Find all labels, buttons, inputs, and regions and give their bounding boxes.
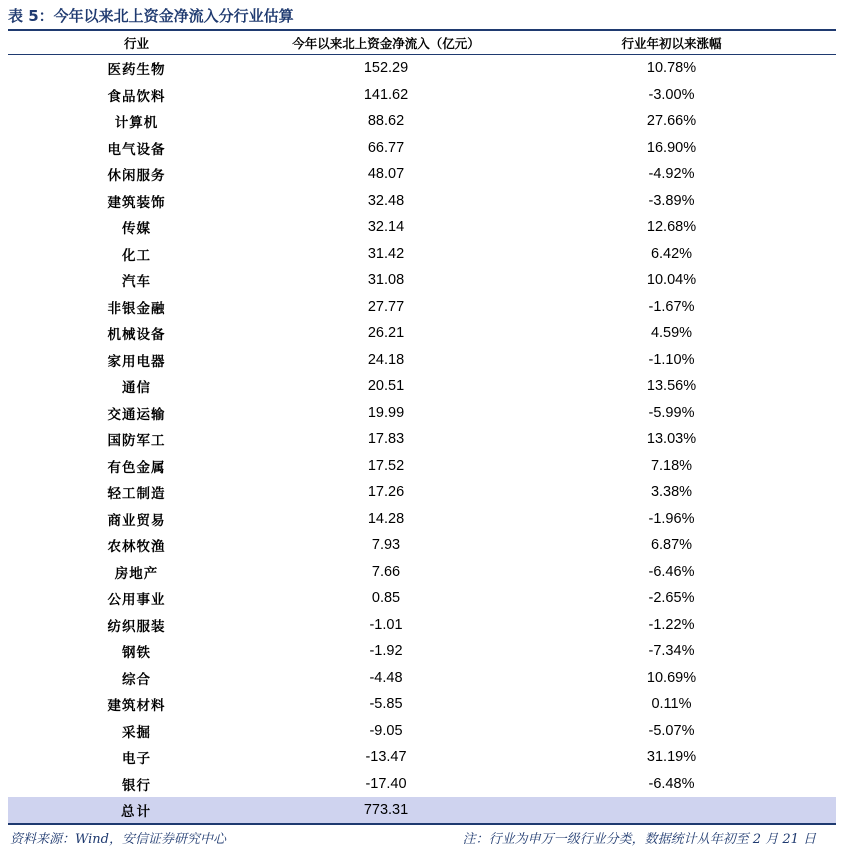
change-cell: 4.59% <box>650 325 693 342</box>
total-inflow: 773.31 <box>363 802 409 818</box>
inflow-cell: 7.66 <box>371 563 401 580</box>
change-cell: 0.11% <box>651 696 692 713</box>
table-row <box>8 108 836 135</box>
industry-cell: 电气设备 <box>107 141 166 158</box>
inflow-cell: -9.05 <box>369 722 403 739</box>
inflow-cell: 141.62 <box>363 86 409 103</box>
table-row <box>8 400 836 427</box>
inflow-cell: 66.77 <box>367 139 405 156</box>
inflow-cell: 88.62 <box>367 113 405 130</box>
industry-cell: 交通运输 <box>107 406 166 423</box>
inflow-cell: -1.92 <box>369 643 403 660</box>
industry-cell: 综合 <box>122 671 151 688</box>
industry-cell: 有色金属 <box>107 459 166 476</box>
change-cell: 16.90% <box>646 139 697 156</box>
industry-cell: 食品饮料 <box>107 88 166 105</box>
table-row <box>8 82 836 109</box>
industry-cell: 商业贸易 <box>107 512 166 529</box>
change-cell: 13.03% <box>646 431 697 448</box>
change-cell: 13.56% <box>646 378 697 395</box>
industry-cell: 传媒 <box>122 221 151 238</box>
inflow-cell: 31.42 <box>367 245 405 262</box>
table-row <box>8 188 836 215</box>
industry-cell: 非银金融 <box>107 300 166 317</box>
change-cell: -1.10% <box>648 351 695 368</box>
change-cell: -2.65% <box>648 590 695 607</box>
inflow-cell: -17.40 <box>365 775 407 792</box>
industry-cell: 采掘 <box>122 724 151 741</box>
industry-cell: 银行 <box>122 777 151 794</box>
table-row <box>8 771 836 798</box>
change-cell: 6.87% <box>650 537 693 554</box>
header-inflow: 今年以来北上资金净流入（亿元） <box>292 35 480 51</box>
industry-cell: 机械设备 <box>107 327 166 344</box>
table-row <box>8 426 836 453</box>
change-cell: 6.42% <box>650 245 693 262</box>
table-row <box>8 214 836 241</box>
table-row <box>8 294 836 321</box>
table-row <box>8 479 836 506</box>
table-row <box>8 241 836 268</box>
industry-cell: 医药生物 <box>107 62 166 79</box>
table-row <box>8 612 836 639</box>
change-cell: -7.34% <box>648 643 695 660</box>
industry-cell: 休闲服务 <box>107 168 166 185</box>
table-row <box>8 532 836 559</box>
change-cell: 3.38% <box>650 484 693 501</box>
table-row <box>8 320 836 347</box>
industry-cell: 建筑装饰 <box>107 194 166 211</box>
table-row <box>8 638 836 665</box>
table-row <box>8 161 836 188</box>
table-row <box>8 373 836 400</box>
inflow-cell: 152.29 <box>363 60 409 77</box>
inflow-cell: 32.14 <box>367 219 405 236</box>
table-title: 表 5：今年以来北上资金净流入分行业估算 <box>8 7 294 25</box>
industry-cell: 国防军工 <box>107 433 166 450</box>
inflow-cell: -13.47 <box>365 749 407 766</box>
table-row <box>8 506 836 533</box>
industry-cell: 建筑材料 <box>107 698 166 715</box>
change-cell: -4.92% <box>648 166 695 183</box>
inflow-cell: 19.99 <box>367 404 405 421</box>
source-note: 资料来源：Wind，安信证券研究中心 <box>10 832 226 847</box>
industry-cell: 轻工制造 <box>107 486 166 503</box>
inflow-cell: 0.85 <box>371 590 401 607</box>
inflow-cell: 48.07 <box>367 166 405 183</box>
inflow-cell: 26.21 <box>367 325 405 342</box>
table-row <box>8 718 836 745</box>
total-label: 总计 <box>121 804 152 820</box>
table-row <box>8 267 836 294</box>
industry-cell: 纺织服装 <box>107 618 166 635</box>
table-row <box>8 453 836 480</box>
inflow-cell: 17.26 <box>367 484 405 501</box>
change-cell: -6.48% <box>648 775 695 792</box>
table-row <box>8 135 836 162</box>
total-row <box>8 797 836 823</box>
table-row <box>8 691 836 718</box>
header-industry: 行业 <box>123 35 149 51</box>
inflow-cell: 17.83 <box>367 431 405 448</box>
table-row <box>8 347 836 374</box>
table-header <box>8 31 836 54</box>
table-row <box>8 559 836 586</box>
change-cell: -3.00% <box>648 86 695 103</box>
change-cell: 27.66% <box>646 113 697 130</box>
industry-cell: 房地产 <box>114 565 159 582</box>
industry-cell: 电子 <box>122 751 151 768</box>
inflow-cell: 14.28 <box>367 510 405 527</box>
inflow-cell: 7.93 <box>371 537 401 554</box>
change-cell: -3.89% <box>648 192 695 209</box>
industry-cell: 家用电器 <box>107 353 166 370</box>
inflow-cell: -4.48 <box>369 669 403 686</box>
footnote: 注：行业为申万一级行业分类，数据统计从年初至 2 月 21 日 <box>462 832 816 847</box>
change-cell: 10.04% <box>646 272 697 289</box>
industry-cell: 公用事业 <box>107 592 166 609</box>
inflow-cell: 17.52 <box>367 457 405 474</box>
inflow-cell: 32.48 <box>367 192 405 209</box>
change-cell: -1.22% <box>648 616 695 633</box>
change-cell: 31.19% <box>646 749 697 766</box>
change-cell: 10.78% <box>646 60 697 77</box>
footer <box>8 828 836 848</box>
change-cell: 7.18% <box>650 457 693 474</box>
industry-cell: 化工 <box>122 247 151 264</box>
change-cell: -6.46% <box>648 563 695 580</box>
change-cell: 10.69% <box>646 669 697 686</box>
inflow-cell: -1.01 <box>369 616 403 633</box>
table-row <box>8 55 836 82</box>
change-cell: -5.07% <box>648 722 695 739</box>
header-change: 行业年初以来涨幅 <box>621 35 722 51</box>
table-row <box>8 744 836 771</box>
inflow-cell: 31.08 <box>367 272 405 289</box>
change-cell: -1.96% <box>648 510 695 527</box>
industry-cell: 计算机 <box>114 115 159 132</box>
industry-cell: 农林牧渔 <box>107 539 166 556</box>
table-row <box>8 585 836 612</box>
bottom-rule <box>8 823 836 825</box>
change-cell: -1.67% <box>648 298 695 315</box>
inflow-cell: 24.18 <box>367 351 405 368</box>
industry-cell: 钢铁 <box>122 645 151 662</box>
inflow-cell: 20.51 <box>367 378 405 395</box>
change-cell: -5.99% <box>648 404 695 421</box>
table-row <box>8 665 836 692</box>
inflow-cell: -5.85 <box>369 696 403 713</box>
inflow-cell: 27.77 <box>367 298 405 315</box>
industry-cell: 汽车 <box>122 274 151 291</box>
table-body <box>8 55 836 797</box>
industry-cell: 通信 <box>122 380 151 397</box>
change-cell: 12.68% <box>646 219 697 236</box>
